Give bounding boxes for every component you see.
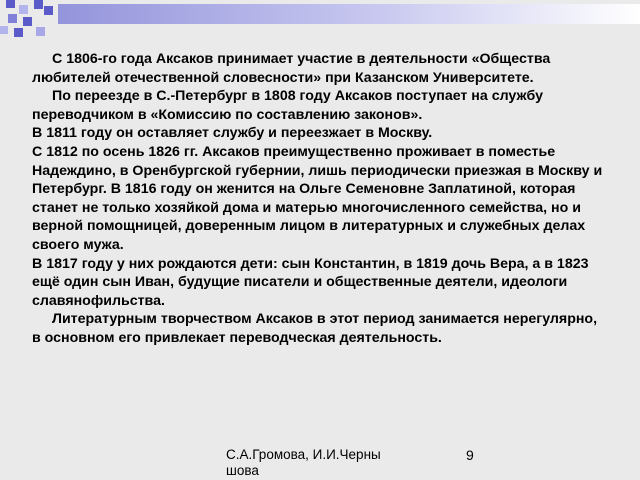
paragraph: По переезде в С.-Петербург в 1808 году Аксаков поступает на службу переводчиком в «Комиссию по составлению законов». <box>32 88 544 123</box>
deco-square <box>44 6 53 15</box>
slide-body-text <box>32 50 604 348</box>
decorative-header <box>0 0 640 40</box>
deco-square <box>14 28 23 37</box>
deco-square <box>19 5 28 14</box>
paragraph: С 1806-го года Аксаков принимает участие в деятельности «Общества любителей отечественной словесности» при Казанском Университете. <box>32 51 551 86</box>
deco-square <box>34 0 43 9</box>
deco-square <box>23 17 32 26</box>
page-number: 9 <box>466 447 474 463</box>
paragraph: Литературным творчеством Аксаков в этот период занимается нерегулярно, в основном его привлекает переводческая деятельность. <box>32 311 598 346</box>
deco-square <box>8 14 17 23</box>
deco-square <box>0 26 8 34</box>
deco-square <box>36 27 45 36</box>
paragraph: В 1817 году у них рождаются дети: сын Константин, в 1819 дочь Вера, а в 1823 ещё один сын Иван, будущие писатели и общественные деятели, идеологи славянофильства. <box>32 255 589 309</box>
paragraph: С 1812 по осень 1826 гг. Аксаков преимущественно проживает в поместье Надеждино, в Оренбургской губернии, лишь периодически приезжая в Москву и Петербург. В 1816 году он женится на Ольге Семеновне Заплатиной, которая станет не только хозяйкой дома и матерью многочисленного семейства, но и верной помощницей, доверенным лицом в литературных и служебных делах своего мужа. <box>32 143 603 253</box>
deco-square <box>6 0 15 8</box>
footer-author: С.А.Громова, И.И.Черны шова <box>226 447 381 478</box>
paragraph: В 1811 году он оставляет службу и переезжает в Москву. <box>32 125 433 142</box>
header-band <box>58 4 640 24</box>
